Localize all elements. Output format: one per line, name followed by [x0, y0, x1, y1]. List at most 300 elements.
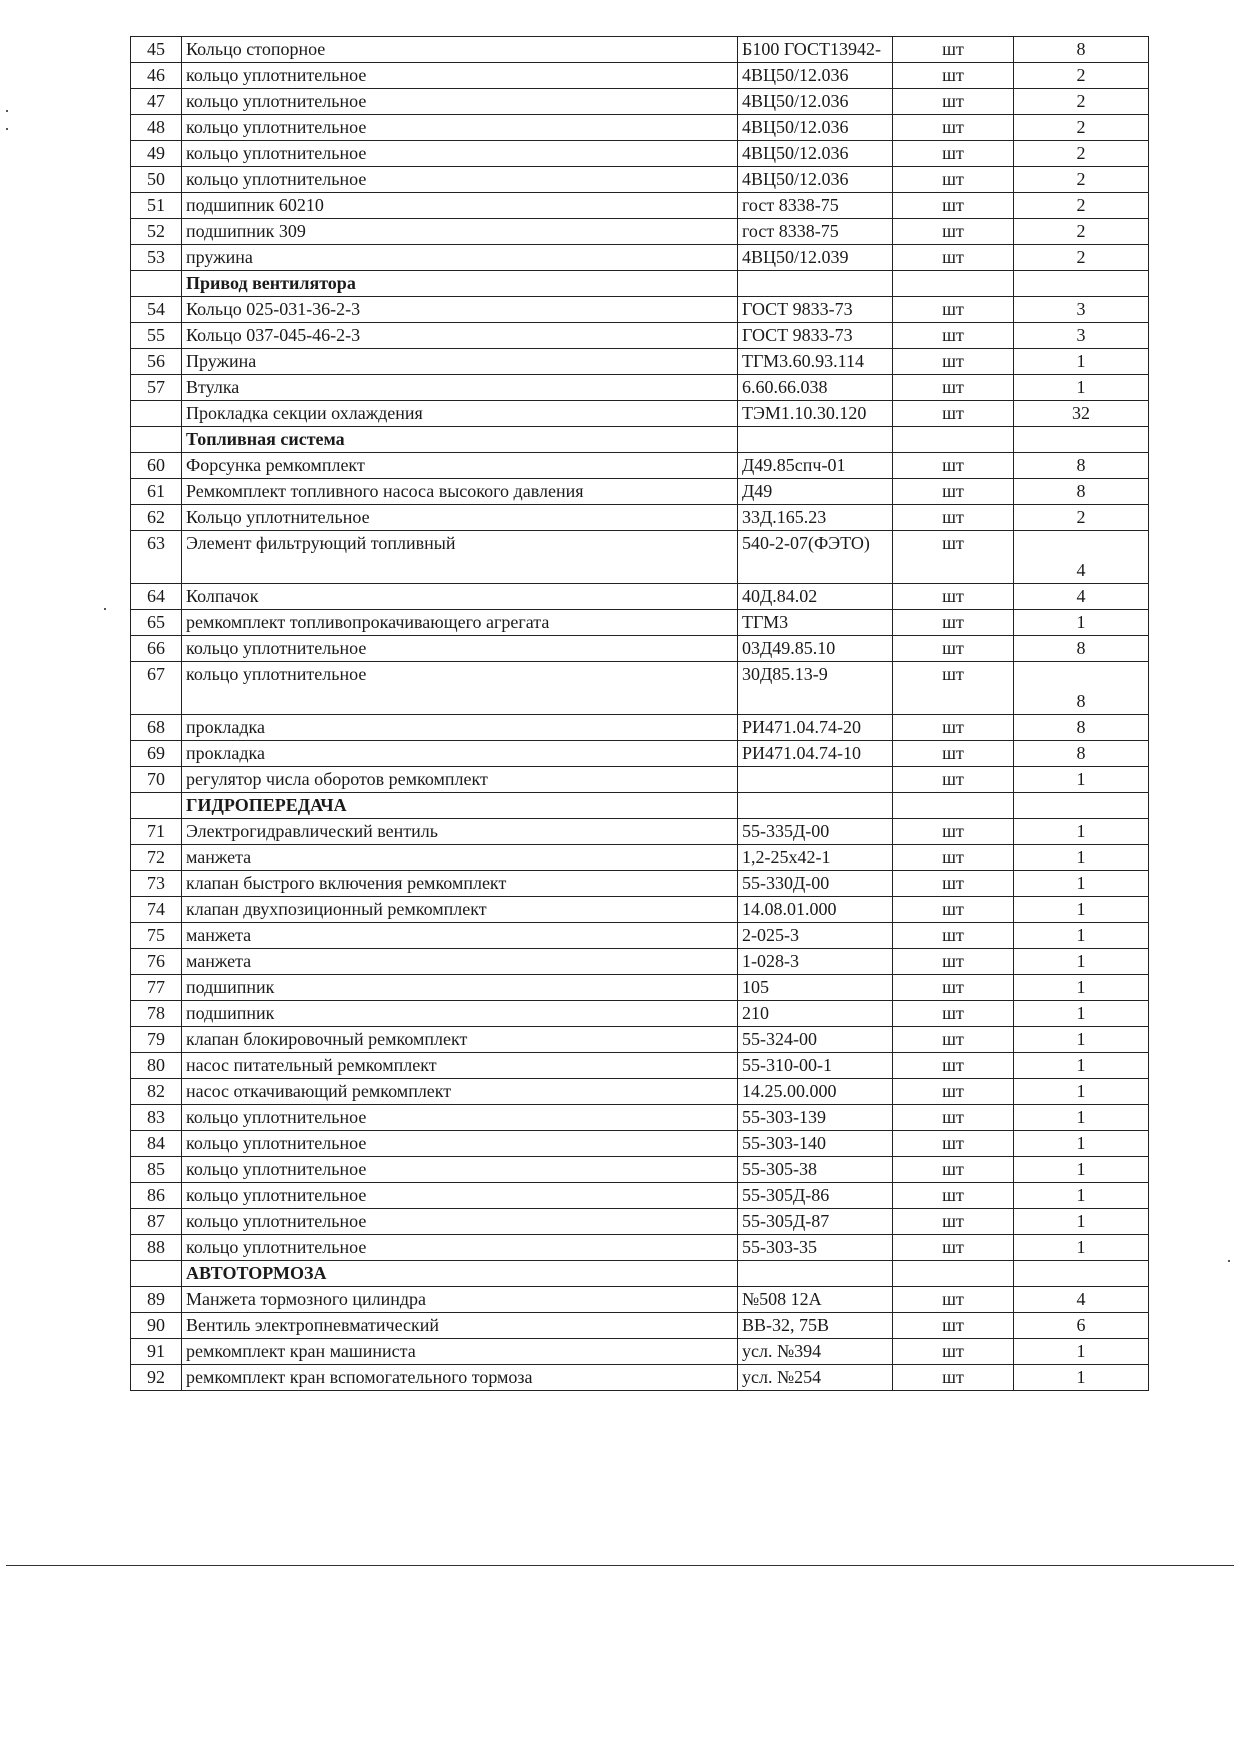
- item-number: 66: [131, 636, 182, 662]
- item-code: 1-028-3: [738, 949, 893, 975]
- table-row: [131, 1287, 1149, 1313]
- item-name: Прокладка секции охлаждения: [182, 401, 738, 427]
- item-unit: шт: [893, 1079, 1014, 1105]
- item-unit: шт: [893, 141, 1014, 167]
- table-row: [131, 819, 1149, 845]
- item-unit: шт: [893, 897, 1014, 923]
- item-unit: шт: [893, 505, 1014, 531]
- item-unit: шт: [893, 845, 1014, 871]
- item-unit: шт: [893, 1157, 1014, 1183]
- item-unit: [893, 427, 1014, 453]
- item-name: регулятор числа оборотов ремкомплект: [182, 767, 738, 793]
- item-code: усл. №254: [738, 1365, 893, 1391]
- item-name: клапан двухпозиционный ремкомплект: [182, 897, 738, 923]
- table-row: [131, 662, 1149, 715]
- item-name: подшипник 60210: [182, 193, 738, 219]
- item-name: кольцо уплотнительное: [182, 1183, 738, 1209]
- item-quantity: 4: [1014, 584, 1149, 610]
- table-row: [131, 89, 1149, 115]
- item-code: усл. №394: [738, 1339, 893, 1365]
- item-code: 1,2-25х42-1: [738, 845, 893, 871]
- item-quantity: 1: [1014, 871, 1149, 897]
- item-number: 45: [131, 37, 182, 63]
- item-number: 75: [131, 923, 182, 949]
- table-row: [131, 1235, 1149, 1261]
- item-quantity: 1: [1014, 923, 1149, 949]
- item-name: прокладка: [182, 741, 738, 767]
- item-number: [131, 427, 182, 453]
- item-code: 4ВЦ50/12.036: [738, 167, 893, 193]
- table-row: [131, 923, 1149, 949]
- item-number: 91: [131, 1339, 182, 1365]
- item-quantity: 32: [1014, 401, 1149, 427]
- item-unit: шт: [893, 767, 1014, 793]
- item-code: 14.08.01.000: [738, 897, 893, 923]
- item-code: 2-025-3: [738, 923, 893, 949]
- table-row: [131, 193, 1149, 219]
- table-row: [131, 323, 1149, 349]
- item-unit: шт: [893, 1365, 1014, 1391]
- item-number: 64: [131, 584, 182, 610]
- item-number: 76: [131, 949, 182, 975]
- item-number: [131, 1261, 182, 1287]
- item-quantity: 1: [1014, 819, 1149, 845]
- item-unit: шт: [893, 819, 1014, 845]
- item-name: кольцо уплотнительное: [182, 141, 738, 167]
- item-quantity: 8: [1014, 453, 1149, 479]
- item-number: 85: [131, 1157, 182, 1183]
- item-quantity: 1: [1014, 1001, 1149, 1027]
- table-row: [131, 1053, 1149, 1079]
- table-row: [131, 584, 1149, 610]
- table-row: [131, 1001, 1149, 1027]
- item-unit: шт: [893, 479, 1014, 505]
- item-unit: шт: [893, 219, 1014, 245]
- table-row: [131, 949, 1149, 975]
- item-number: 65: [131, 610, 182, 636]
- item-code: РИ471.04.74-20: [738, 715, 893, 741]
- item-unit: шт: [893, 1183, 1014, 1209]
- item-unit: шт: [893, 610, 1014, 636]
- item-name: манжета: [182, 923, 738, 949]
- item-code: 4ВЦ50/12.036: [738, 141, 893, 167]
- item-code: 55-310-00-1: [738, 1053, 893, 1079]
- table-row: [131, 63, 1149, 89]
- item-number: 53: [131, 245, 182, 271]
- section-header-row: [131, 271, 1149, 297]
- item-name: Кольцо стопорное: [182, 37, 738, 63]
- item-name: манжета: [182, 949, 738, 975]
- parts-table-body: [131, 37, 1149, 1391]
- item-name: пружина: [182, 245, 738, 271]
- item-name: Топливная система: [182, 427, 738, 453]
- item-number: 83: [131, 1105, 182, 1131]
- item-quantity: 1: [1014, 1131, 1149, 1157]
- item-name: Ремкомплект топливного насоса высокого давления: [182, 479, 738, 505]
- section-header-row: [131, 1261, 1149, 1287]
- item-quantity: 4: [1014, 531, 1149, 584]
- scan-speck: [104, 608, 106, 610]
- item-code: №508 12А: [738, 1287, 893, 1313]
- item-code: 4ВЦ50/12.036: [738, 63, 893, 89]
- item-name: Пружина: [182, 349, 738, 375]
- table-row: [131, 297, 1149, 323]
- item-code: 55-330Д-00: [738, 871, 893, 897]
- item-number: 62: [131, 505, 182, 531]
- item-quantity: [1014, 271, 1149, 297]
- item-code: 6.60.66.038: [738, 375, 893, 401]
- page-divider: [6, 1565, 1234, 1566]
- item-quantity: 2: [1014, 505, 1149, 531]
- table-row: [131, 115, 1149, 141]
- item-code: Б100 ГОСТ13942-: [738, 37, 893, 63]
- item-number: 74: [131, 897, 182, 923]
- table-row: [131, 741, 1149, 767]
- item-code: ГОСТ 9833-73: [738, 297, 893, 323]
- item-unit: шт: [893, 1287, 1014, 1313]
- item-unit: шт: [893, 375, 1014, 401]
- item-number: 50: [131, 167, 182, 193]
- item-number: 89: [131, 1287, 182, 1313]
- item-number: 80: [131, 1053, 182, 1079]
- item-code: 4ВЦ50/12.039: [738, 245, 893, 271]
- item-name: кольцо уплотнительное: [182, 115, 738, 141]
- item-quantity: 2: [1014, 193, 1149, 219]
- item-number: 67: [131, 662, 182, 715]
- item-name: кольцо уплотнительное: [182, 636, 738, 662]
- item-code: 55-335Д-00: [738, 819, 893, 845]
- item-number: 71: [131, 819, 182, 845]
- table-row: [131, 1027, 1149, 1053]
- item-quantity: 1: [1014, 1235, 1149, 1261]
- item-code: 40Д.84.02: [738, 584, 893, 610]
- item-name: Электрогидравлический вентиль: [182, 819, 738, 845]
- item-quantity: 3: [1014, 297, 1149, 323]
- item-quantity: 1: [1014, 897, 1149, 923]
- item-quantity: 1: [1014, 375, 1149, 401]
- item-name: Манжета тормозного цилиндра: [182, 1287, 738, 1313]
- item-code: ТЭМ1.10.30.120: [738, 401, 893, 427]
- table-row: [131, 610, 1149, 636]
- item-quantity: 1: [1014, 1157, 1149, 1183]
- item-name: ремкомплект топливопрокачивающего агрегата: [182, 610, 738, 636]
- item-unit: шт: [893, 63, 1014, 89]
- item-unit: шт: [893, 1209, 1014, 1235]
- item-number: 87: [131, 1209, 182, 1235]
- item-quantity: 3: [1014, 323, 1149, 349]
- item-unit: шт: [893, 297, 1014, 323]
- item-unit: шт: [893, 89, 1014, 115]
- item-name: ремкомплект кран машиниста: [182, 1339, 738, 1365]
- table-row: [131, 845, 1149, 871]
- table-row: [131, 871, 1149, 897]
- item-number: 84: [131, 1131, 182, 1157]
- table-row: [131, 531, 1149, 584]
- item-unit: шт: [893, 1235, 1014, 1261]
- item-name: прокладка: [182, 715, 738, 741]
- item-code: 4ВЦ50/12.036: [738, 115, 893, 141]
- table-row: [131, 349, 1149, 375]
- item-number: 52: [131, 219, 182, 245]
- item-quantity: 1: [1014, 1209, 1149, 1235]
- item-name: насос питательный ремкомплект: [182, 1053, 738, 1079]
- item-unit: шт: [893, 1027, 1014, 1053]
- parts-table: [130, 36, 1149, 1391]
- item-quantity: 2: [1014, 245, 1149, 271]
- item-quantity: 2: [1014, 141, 1149, 167]
- item-unit: шт: [893, 245, 1014, 271]
- item-number: 82: [131, 1079, 182, 1105]
- item-quantity: 6: [1014, 1313, 1149, 1339]
- item-name: подшипник 309: [182, 219, 738, 245]
- item-quantity: 1: [1014, 845, 1149, 871]
- item-quantity: [1014, 427, 1149, 453]
- table-row: [131, 636, 1149, 662]
- item-code: 210: [738, 1001, 893, 1027]
- item-unit: шт: [893, 531, 1014, 584]
- item-unit: шт: [893, 115, 1014, 141]
- item-number: 79: [131, 1027, 182, 1053]
- item-code: 55-303-139: [738, 1105, 893, 1131]
- item-code: [738, 271, 893, 297]
- item-code: 105: [738, 975, 893, 1001]
- table-row: [131, 1079, 1149, 1105]
- item-number: 77: [131, 975, 182, 1001]
- item-code: гост 8338-75: [738, 193, 893, 219]
- item-name: Кольцо уплотнительное: [182, 505, 738, 531]
- item-quantity: 4: [1014, 1287, 1149, 1313]
- table-row: [131, 167, 1149, 193]
- item-code: РИ471.04.74-10: [738, 741, 893, 767]
- item-name: ремкомплект кран вспомогательного тормоза: [182, 1365, 738, 1391]
- item-number: 55: [131, 323, 182, 349]
- item-name: кольцо уплотнительное: [182, 662, 738, 715]
- item-code: [738, 1261, 893, 1287]
- table-row: [131, 505, 1149, 531]
- item-unit: шт: [893, 323, 1014, 349]
- item-code: 14.25.00.000: [738, 1079, 893, 1105]
- item-code: [738, 767, 893, 793]
- item-quantity: 8: [1014, 662, 1149, 715]
- item-unit: шт: [893, 584, 1014, 610]
- item-number: 70: [131, 767, 182, 793]
- item-quantity: 2: [1014, 167, 1149, 193]
- item-number: 72: [131, 845, 182, 871]
- item-code: [738, 427, 893, 453]
- item-number: 73: [131, 871, 182, 897]
- item-unit: шт: [893, 871, 1014, 897]
- item-unit: шт: [893, 923, 1014, 949]
- item-quantity: 1: [1014, 949, 1149, 975]
- item-number: 46: [131, 63, 182, 89]
- item-number: 86: [131, 1183, 182, 1209]
- table-row: [131, 453, 1149, 479]
- table-row: [131, 1313, 1149, 1339]
- item-name: Вентиль электропневматический: [182, 1313, 738, 1339]
- section-header-row: [131, 793, 1149, 819]
- item-name: манжета: [182, 845, 738, 871]
- item-quantity: 1: [1014, 1079, 1149, 1105]
- item-code: 55-305Д-87: [738, 1209, 893, 1235]
- item-quantity: 8: [1014, 636, 1149, 662]
- item-unit: шт: [893, 1053, 1014, 1079]
- item-name: кольцо уплотнительное: [182, 167, 738, 193]
- item-number: 68: [131, 715, 182, 741]
- table-row: [131, 375, 1149, 401]
- table-row: [131, 715, 1149, 741]
- item-number: [131, 793, 182, 819]
- table-row: [131, 767, 1149, 793]
- table-row: [131, 37, 1149, 63]
- item-name: АВТОТОРМОЗА: [182, 1261, 738, 1287]
- table-row: [131, 1209, 1149, 1235]
- item-name: Привод вентилятора: [182, 271, 738, 297]
- item-number: 69: [131, 741, 182, 767]
- item-name: кольцо уплотнительное: [182, 1235, 738, 1261]
- item-number: 56: [131, 349, 182, 375]
- item-quantity: 1: [1014, 349, 1149, 375]
- scan-speck: [6, 128, 8, 130]
- item-quantity: 1: [1014, 610, 1149, 636]
- item-number: 57: [131, 375, 182, 401]
- item-code: Д49: [738, 479, 893, 505]
- item-unit: шт: [893, 349, 1014, 375]
- item-code: 55-324-00: [738, 1027, 893, 1053]
- item-code: ТГМ3.60.93.114: [738, 349, 893, 375]
- item-quantity: 8: [1014, 37, 1149, 63]
- item-name: Элемент фильтрующий топливный: [182, 531, 738, 584]
- item-quantity: 2: [1014, 115, 1149, 141]
- item-unit: шт: [893, 453, 1014, 479]
- item-unit: шт: [893, 715, 1014, 741]
- item-code: 33Д.165.23: [738, 505, 893, 531]
- item-code: 55-303-140: [738, 1131, 893, 1157]
- item-unit: шт: [893, 1001, 1014, 1027]
- item-code: 03Д49.85.10: [738, 636, 893, 662]
- item-quantity: 2: [1014, 89, 1149, 115]
- item-quantity: 1: [1014, 1027, 1149, 1053]
- item-name: кольцо уплотнительное: [182, 1209, 738, 1235]
- item-number: 90: [131, 1313, 182, 1339]
- item-number: 47: [131, 89, 182, 115]
- item-code: 30Д85.13-9: [738, 662, 893, 715]
- item-name: Втулка: [182, 375, 738, 401]
- item-number: 60: [131, 453, 182, 479]
- item-unit: шт: [893, 37, 1014, 63]
- item-unit: шт: [893, 1339, 1014, 1365]
- item-name: кольцо уплотнительное: [182, 1157, 738, 1183]
- item-unit: шт: [893, 401, 1014, 427]
- table-row: [131, 1157, 1149, 1183]
- item-unit: шт: [893, 741, 1014, 767]
- item-code: [738, 793, 893, 819]
- item-number: 54: [131, 297, 182, 323]
- table-row: [131, 1339, 1149, 1365]
- item-name: Форсунка ремкомплект: [182, 453, 738, 479]
- item-code: 55-305-38: [738, 1157, 893, 1183]
- item-quantity: 8: [1014, 479, 1149, 505]
- item-quantity: 1: [1014, 1365, 1149, 1391]
- item-code: 55-305Д-86: [738, 1183, 893, 1209]
- item-name: кольцо уплотнительное: [182, 1131, 738, 1157]
- item-number: 61: [131, 479, 182, 505]
- item-unit: шт: [893, 636, 1014, 662]
- item-quantity: 1: [1014, 1105, 1149, 1131]
- item-name: клапан блокировочный ремкомплект: [182, 1027, 738, 1053]
- item-name: насос откачивающий ремкомплект: [182, 1079, 738, 1105]
- item-code: 4ВЦ50/12.036: [738, 89, 893, 115]
- table-row: [131, 975, 1149, 1001]
- item-unit: шт: [893, 975, 1014, 1001]
- item-code: ТГМ3: [738, 610, 893, 636]
- item-quantity: [1014, 793, 1149, 819]
- table-row: [131, 1365, 1149, 1391]
- item-quantity: 2: [1014, 63, 1149, 89]
- item-quantity: 1: [1014, 1053, 1149, 1079]
- item-name: кольцо уплотнительное: [182, 89, 738, 115]
- item-quantity: 1: [1014, 975, 1149, 1001]
- item-code: 55-303-35: [738, 1235, 893, 1261]
- item-number: 48: [131, 115, 182, 141]
- item-name: кольцо уплотнительное: [182, 63, 738, 89]
- table-row: [131, 401, 1149, 427]
- item-unit: [893, 1261, 1014, 1287]
- item-unit: шт: [893, 1313, 1014, 1339]
- item-name: ГИДРОПЕРЕДАЧА: [182, 793, 738, 819]
- item-quantity: 8: [1014, 715, 1149, 741]
- table-row: [131, 897, 1149, 923]
- item-quantity: [1014, 1261, 1149, 1287]
- item-unit: шт: [893, 193, 1014, 219]
- item-number: [131, 401, 182, 427]
- table-row: [131, 1105, 1149, 1131]
- table-row: [131, 1131, 1149, 1157]
- item-name: подшипник: [182, 975, 738, 1001]
- item-number: [131, 271, 182, 297]
- item-code: Д49.85спч-01: [738, 453, 893, 479]
- table-row: [131, 245, 1149, 271]
- item-name: Кольцо 025-031-36-2-3: [182, 297, 738, 323]
- section-header-row: [131, 427, 1149, 453]
- item-code: ГОСТ 9833-73: [738, 323, 893, 349]
- table-row: [131, 219, 1149, 245]
- item-name: Колпачок: [182, 584, 738, 610]
- item-code: ВВ-32, 75В: [738, 1313, 893, 1339]
- item-quantity: 8: [1014, 741, 1149, 767]
- item-number: 78: [131, 1001, 182, 1027]
- item-unit: шт: [893, 1105, 1014, 1131]
- item-name: подшипник: [182, 1001, 738, 1027]
- item-quantity: 2: [1014, 219, 1149, 245]
- item-unit: шт: [893, 1131, 1014, 1157]
- item-quantity: 1: [1014, 1339, 1149, 1365]
- item-quantity: 1: [1014, 1183, 1149, 1209]
- item-code: 540-2-07(ФЭТО): [738, 531, 893, 584]
- item-unit: [893, 793, 1014, 819]
- scan-speck: [1228, 1260, 1230, 1262]
- item-unit: шт: [893, 167, 1014, 193]
- table-row: [131, 1183, 1149, 1209]
- table-row: [131, 141, 1149, 167]
- item-unit: [893, 271, 1014, 297]
- item-code: гост 8338-75: [738, 219, 893, 245]
- scan-speck: [6, 110, 8, 112]
- item-unit: шт: [893, 662, 1014, 715]
- item-quantity: 1: [1014, 767, 1149, 793]
- item-number: 49: [131, 141, 182, 167]
- table-row: [131, 479, 1149, 505]
- item-number: 63: [131, 531, 182, 584]
